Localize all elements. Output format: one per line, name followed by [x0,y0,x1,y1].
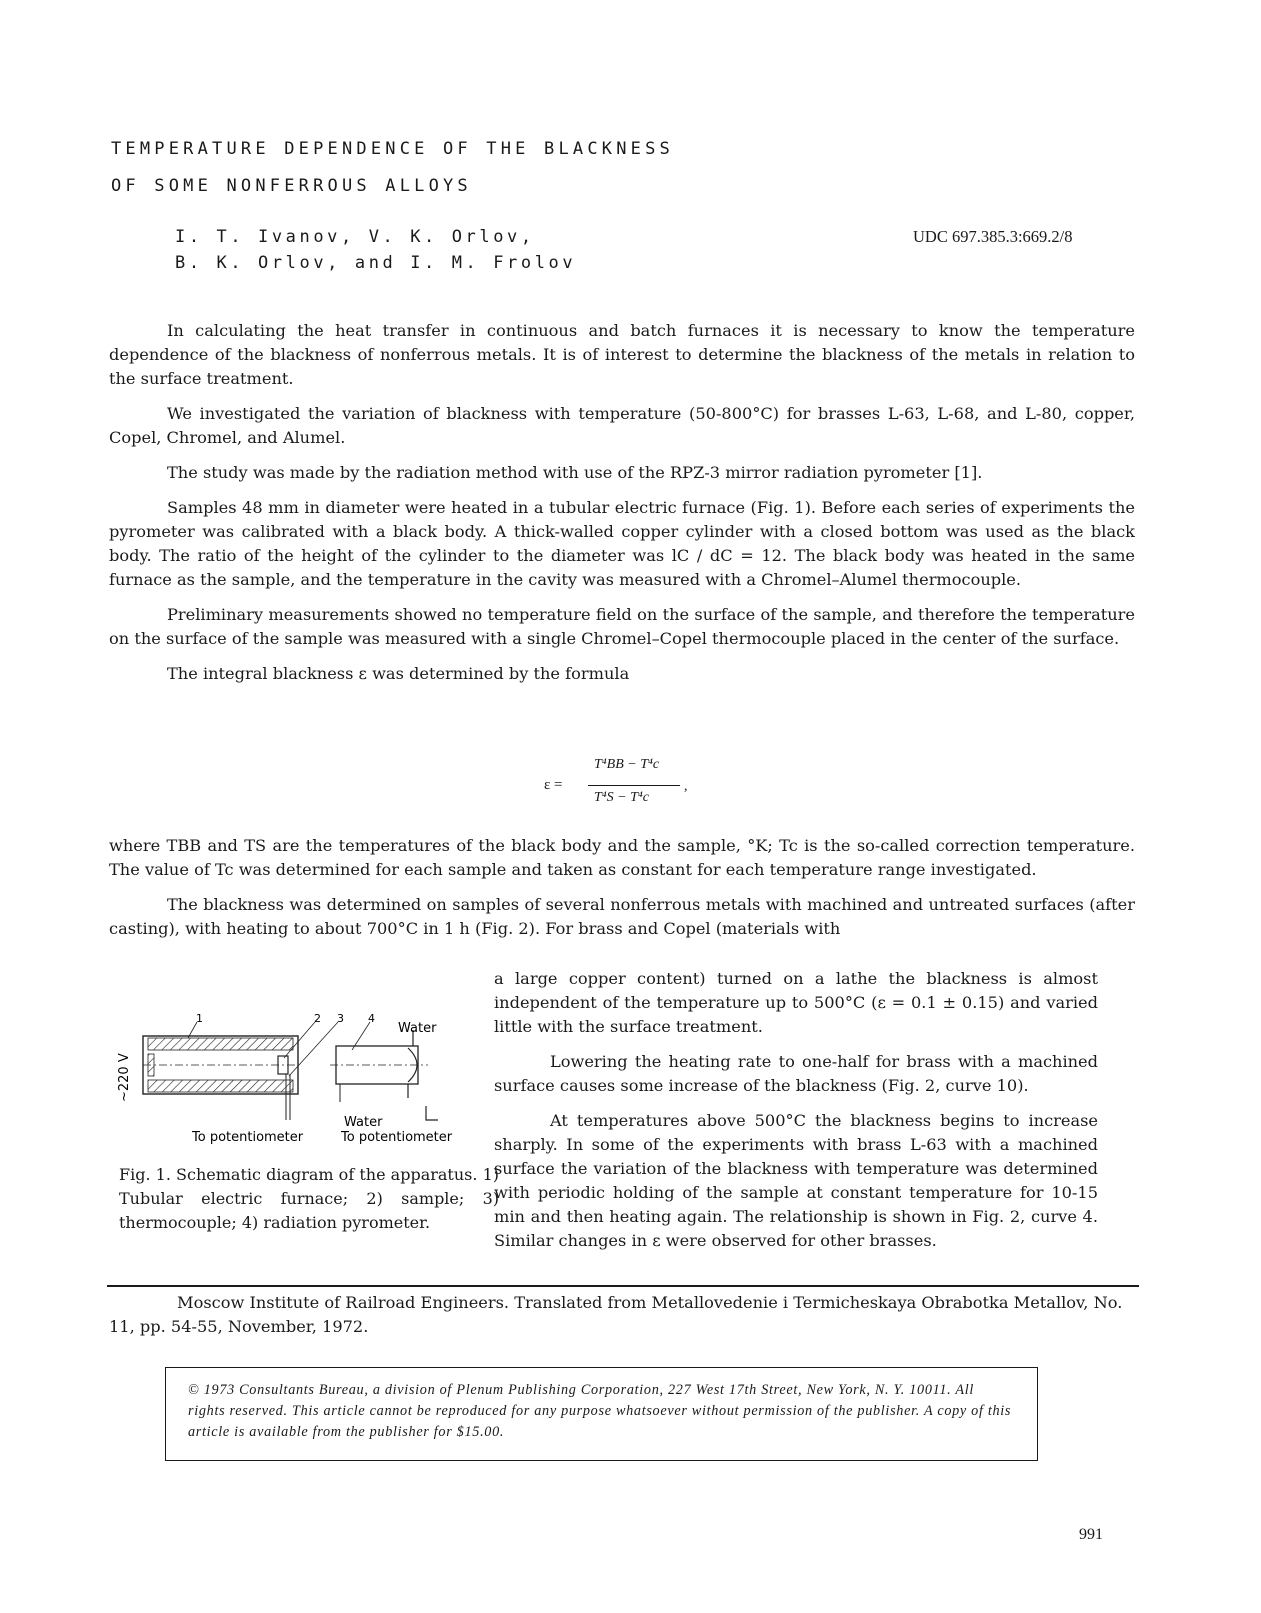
paragraph-10: At temperatures above 500°C the blackness begins to increase sharply. In some of the experiments with brass L-63 with a machined surface the variation of the blackness with temperature was determined with periodic holding of the sample at constant temperature for 10-15 min and then heating again. The relationship is shown in Fig. 2, curve 4. Similar changes in ε were observed for other brasses. [494,1111,1098,1250]
footnote-text: Moscow Institute of Railroad Engineers. Translated from Metallovedenie i Termicheskaya Obrabotka Metallov, No. 11, pp. 54-55, November, 1972. [109,1293,1123,1336]
title-line-1: TEMPERATURE DEPENDENCE OF THE BLACKNESS [111,139,674,159]
label-3: 3 [337,1012,344,1025]
figure-1-diagram [108,1010,478,1150]
footnote [109,1291,1139,1339]
paragraph-1: In calculating the heat transfer in continuous and batch furnaces it is necessary to know the temperature dependence of the blackness of nonferrous metals. It is of interest to determine the blackness of the metals in relation to the surface treatment. [109,321,1135,388]
title-line-2: OF SOME NONFERROUS ALLOYS [111,176,472,196]
paragraph-9: Lowering the heating rate to one-half for brass with a machined surface causes some increase of the blackness (Fig. 2, curve 10). [494,1052,1098,1095]
water-inlet-label: Water [398,1021,437,1036]
udc-code: UDC 697.385.3:669.2/8 [913,227,1073,246]
paragraph-8-start: The blackness was determined on samples of several nonferrous metals with machined and untreated surfaces (after casting), with heating to about 700°C in 1 h (Fig. 2). For brass and Copel (materials with [109,895,1135,938]
paragraph-7: where TBB and TS are the temperatures of the black body and the sample, °K; Tc is the so-called correction temperature. The value of Tc was determined for each sample and taken as constant for each temperature range investigated. [109,836,1135,879]
paragraph-6: The integral blackness ε was determined by the formula [167,664,630,683]
formula-trailing-comma: , [684,779,688,794]
paragraph-2: We investigated the variation of blackness with temperature (50-800°C) for brasses L-63, L-68, and L-80, copper, Copel, Chromel, and Alumel. [109,404,1135,447]
authors-line-1: I. T. Ivanov, V. K. Orlov, [175,227,535,247]
radiation-pyrometer [330,1030,438,1120]
copyright-notice: © 1973 Consultants Bureau, a division of Plenum Publishing Corporation, 227 West 17th Street, New York, N. Y. 10011. All rights reserved. This article cannot be reproduced for any purpose whatsoever without permission of the publisher. A copy of this article is available from the publisher for $15.00. [165,1367,1038,1461]
paragraph-5: Preliminary measurements showed no temperature field on the surface of the sample, and therefore the temperature on the surface of the sample was measured with a single Chromel–Copel thermocouple placed in the center of the surface. [109,605,1135,648]
label-2: 2 [314,1012,321,1025]
paragraph-3: The study was made by the radiation method with use of the RPZ-3 mirror radiation pyrometer [1]. [167,463,983,482]
formula-lhs: ε = [544,777,563,793]
potentiometer-label-right: To potentiometer [341,1130,453,1145]
formula-numerator: T⁴BB − T⁴c [594,757,660,772]
figure-1-caption: Fig. 1. Schematic diagram of the apparatus. 1) Tubular electric furnace; 2) sample; 3) thermocouple; 4) radiation pyrometer. [119,1165,499,1232]
authors-line-2: B. K. Orlov, and I. M. Frolov [175,253,577,273]
page-number: 991 [1079,1526,1103,1543]
text-after-formula [109,834,1135,941]
voltage-label: ~220 V [117,1053,132,1102]
water-outlet-label: Water [344,1115,383,1130]
right-column [494,967,1098,1253]
blackness-formula [544,757,708,815]
paragraph-8-continued: a large copper content) turned on a lathe the blackness is almost independent of the temperature up to 500°C (ε = 0.1 ± 0.15) and varied little with the surface treatment. [494,969,1098,1036]
intro-text [109,319,1135,686]
tubular-furnace [143,1036,298,1094]
fraction-bar [588,785,680,786]
potentiometer-label-left: To potentiometer [192,1130,304,1145]
formula-denominator: T⁴S − T⁴c [594,790,649,805]
label-4: 4 [368,1012,375,1025]
label-1: 1 [196,1012,203,1025]
paragraph-4: Samples 48 mm in diameter were heated in a tubular electric furnace (Fig. 1). Before each series of experiments the pyrometer was calibrated with a black body. A thick-walled copper cylinder with a closed bottom was used as the black body. The ratio of the height of the cylinder to the diameter was lC / dC = 12. The black body was heated in the same furnace as the sample, and the temperature in the cavity was measured with a Chromel–Alumel thermocouple. [109,498,1135,589]
footnote-rule [107,1285,1139,1287]
